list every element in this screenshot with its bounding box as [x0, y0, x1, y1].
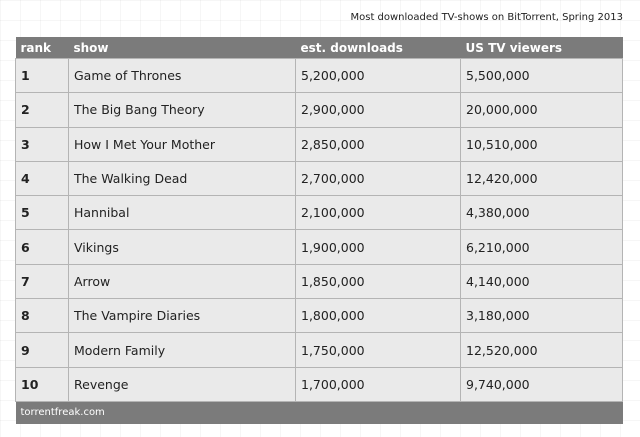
cell-downloads: 1,800,000 — [296, 299, 461, 333]
header-rank: rank — [16, 37, 69, 59]
cell-downloads: 5,200,000 — [296, 59, 461, 93]
cell-viewers: 10,510,000 — [461, 127, 623, 161]
cell-rank: 2 — [16, 93, 69, 127]
cell-viewers: 3,180,000 — [461, 299, 623, 333]
table-row — [16, 196, 623, 230]
header-viewers: US TV viewers — [461, 37, 623, 59]
table-row — [16, 59, 623, 93]
cell-downloads: 2,100,000 — [296, 196, 461, 230]
cell-show: Hannibal — [69, 196, 296, 230]
cell-show: The Big Bang Theory — [69, 93, 296, 127]
cell-viewers: 12,520,000 — [461, 333, 623, 367]
cell-downloads: 2,900,000 — [296, 93, 461, 127]
cell-downloads: 1,700,000 — [296, 367, 461, 401]
cell-viewers: 20,000,000 — [461, 93, 623, 127]
header-downloads: est. downloads — [296, 37, 461, 59]
cell-rank: 6 — [16, 230, 69, 264]
cell-downloads: 2,850,000 — [296, 127, 461, 161]
cell-downloads: 1,900,000 — [296, 230, 461, 264]
table-row — [16, 264, 623, 298]
cell-rank: 9 — [16, 333, 69, 367]
cell-rank: 3 — [16, 127, 69, 161]
table-row — [16, 230, 623, 264]
chart-caption: Most downloaded TV-shows on BitTorrent, Spring 2013 — [350, 12, 623, 23]
cell-viewers: 9,740,000 — [461, 367, 623, 401]
table-row — [16, 127, 623, 161]
cell-show: Modern Family — [69, 333, 296, 367]
source-credit: torrentfreak.com — [16, 401, 623, 424]
downloads-table — [15, 37, 623, 424]
downloads-table-container — [15, 37, 622, 424]
cell-show: How I Met Your Mother — [69, 127, 296, 161]
cell-viewers: 5,500,000 — [461, 59, 623, 93]
cell-rank: 8 — [16, 299, 69, 333]
table-row — [16, 93, 623, 127]
table-row — [16, 367, 623, 401]
cell-downloads: 1,750,000 — [296, 333, 461, 367]
header-show: show — [69, 37, 296, 59]
table-row — [16, 333, 623, 367]
cell-downloads: 2,700,000 — [296, 161, 461, 195]
table-footer-row — [16, 401, 623, 424]
cell-show: The Walking Dead — [69, 161, 296, 195]
cell-show: Game of Thrones — [69, 59, 296, 93]
cell-rank: 10 — [16, 367, 69, 401]
cell-downloads: 1,850,000 — [296, 264, 461, 298]
cell-show: Arrow — [69, 264, 296, 298]
cell-viewers: 4,140,000 — [461, 264, 623, 298]
cell-show: Vikings — [69, 230, 296, 264]
cell-show: Revenge — [69, 367, 296, 401]
cell-show: The Vampire Diaries — [69, 299, 296, 333]
table-row — [16, 299, 623, 333]
cell-viewers: 6,210,000 — [461, 230, 623, 264]
cell-rank: 7 — [16, 264, 69, 298]
cell-rank: 4 — [16, 161, 69, 195]
table-row — [16, 161, 623, 195]
table-header-row — [16, 37, 623, 59]
cell-viewers: 4,380,000 — [461, 196, 623, 230]
cell-rank: 1 — [16, 59, 69, 93]
cell-viewers: 12,420,000 — [461, 161, 623, 195]
cell-rank: 5 — [16, 196, 69, 230]
